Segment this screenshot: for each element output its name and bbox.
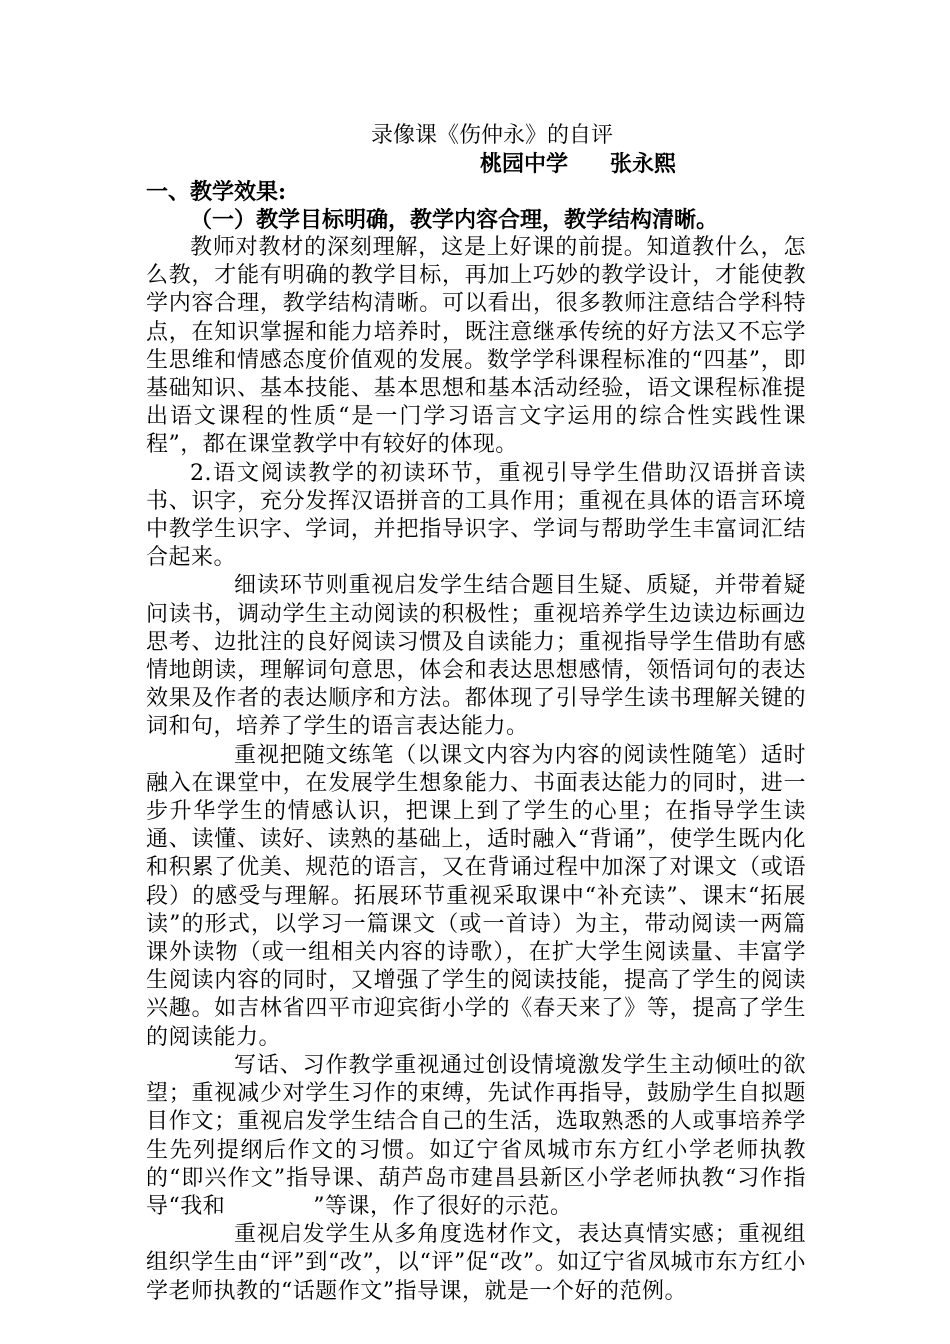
composition-text-part2: ”等课，作了很好的示范。 <box>313 1193 573 1219</box>
paragraph-close-reading: 细读环节则重视启发学生结合题目生疑、质疑，并带着疑问读书，调动学生主动阅读的积极性；重视培养学生边读边标画边思考、边批注的良好阅读习惯及自读能力；重视指导学生借助有感情地朗读，理解词句意思，体会和表达思想感情，领悟词句的表达效果及作者的表达顺序和方法。都体现了引导学生读书理解关键的词和句，培养了学生的语言表达能力。 <box>146 573 806 740</box>
author-school: 桃园中学 <box>480 151 569 177</box>
subheading-teaching-goals: （一）教学目标明确，教学内容合理，教学结构清晰。 <box>190 207 719 233</box>
paragraph-initial-reading: 2.语文阅读教学的初读环节，重视引导学生借助汉语拼音读书、识字，充分发挥汉语拼音的工具作用；重视在具体的语言环境中教学生识字、学词，并把指导识字、学词与帮助学生丰富词汇结合起来。 <box>146 460 806 571</box>
paragraph-composition-teaching <box>146 1052 806 1221</box>
document-title: 录像课《伤仲永》的自评 <box>370 123 613 148</box>
section-heading-teaching-effect: 一、教学效果: <box>146 179 287 205</box>
author-line <box>146 150 806 178</box>
paragraph-teacher-understanding: 教师对教材的深刻理解，这是上好课的前提。知道教什么，怎么教，才能有明确的教学目标，再加上巧妙的教学设计，才能使教学内容合理，教学结构清晰。可以看出，很多教师注意结合学科特点，在知识掌握和能力培养时，既注意继承传统的好方法又不忘学生思维和情感态度价值观的发展。数学学科课程标准的“四基”，即基础知识、基本技能、基本思想和基本活动经验，语文课程标准提出语文课程的性质“是一门学习语言文字运用的综合性实践性课程”，都在课堂教学中有较好的体现。 <box>146 235 806 458</box>
document-page <box>146 122 806 1306</box>
paragraph-material-selection: 重视启发学生从多角度选材作文，表达真情实感；重视组组织学生由“评”到“改”，以“评”促“改”。如辽宁省凤城市东方红小学老师执教的“话题作文”指导课，就是一个好的范例。 <box>146 1222 806 1304</box>
paragraph-writing-practice: 重视把随文练笔（以课文内容为内容的阅读性随笔）适时融入在课堂中，在发展学生想象能力、书面表达能力的同时，进一步升华学生的情感认识，把课上到了学生的心里；在指导学生读通、读懂、读好、读熟的基础上，适时融入“背诵”，使学生既内化和积累了优美、规范的语言，又在背诵过程中加深了对课文（或语段）的感受与理解。拓展环节重视采取课中“补充读”、课末“拓展读”的形式，以学习一篇课文（或一首诗）为主，带动阅读一两篇课外读物（或一组相关内容的诗歌），在扩大学生阅读量、丰富学生阅读内容的同时，又增强了学生的阅读技能，提高了学生的阅读兴趣。如吉林省四平市迎宾街小学的《春天来了》等，提高了学生的阅读能力。 <box>146 742 806 1050</box>
author-name: 张永熙 <box>610 151 677 177</box>
composition-text-part1: 写话、习作教学重视通过创设情境激发学生主动倾吐的欲望；重视减少对学生习作的束缚，先试作再指导，鼓励学生自拟题目作文；重视启发学生结合自己的生活，选取熟悉的人或事培养学生先列提纲后作文的习惯。如辽宁省凤城市东方红小学老师执教的“即兴作文”指导课、葫芦岛市建昌县新区小学老师执教“习作指导“我和 <box>146 1052 806 1219</box>
